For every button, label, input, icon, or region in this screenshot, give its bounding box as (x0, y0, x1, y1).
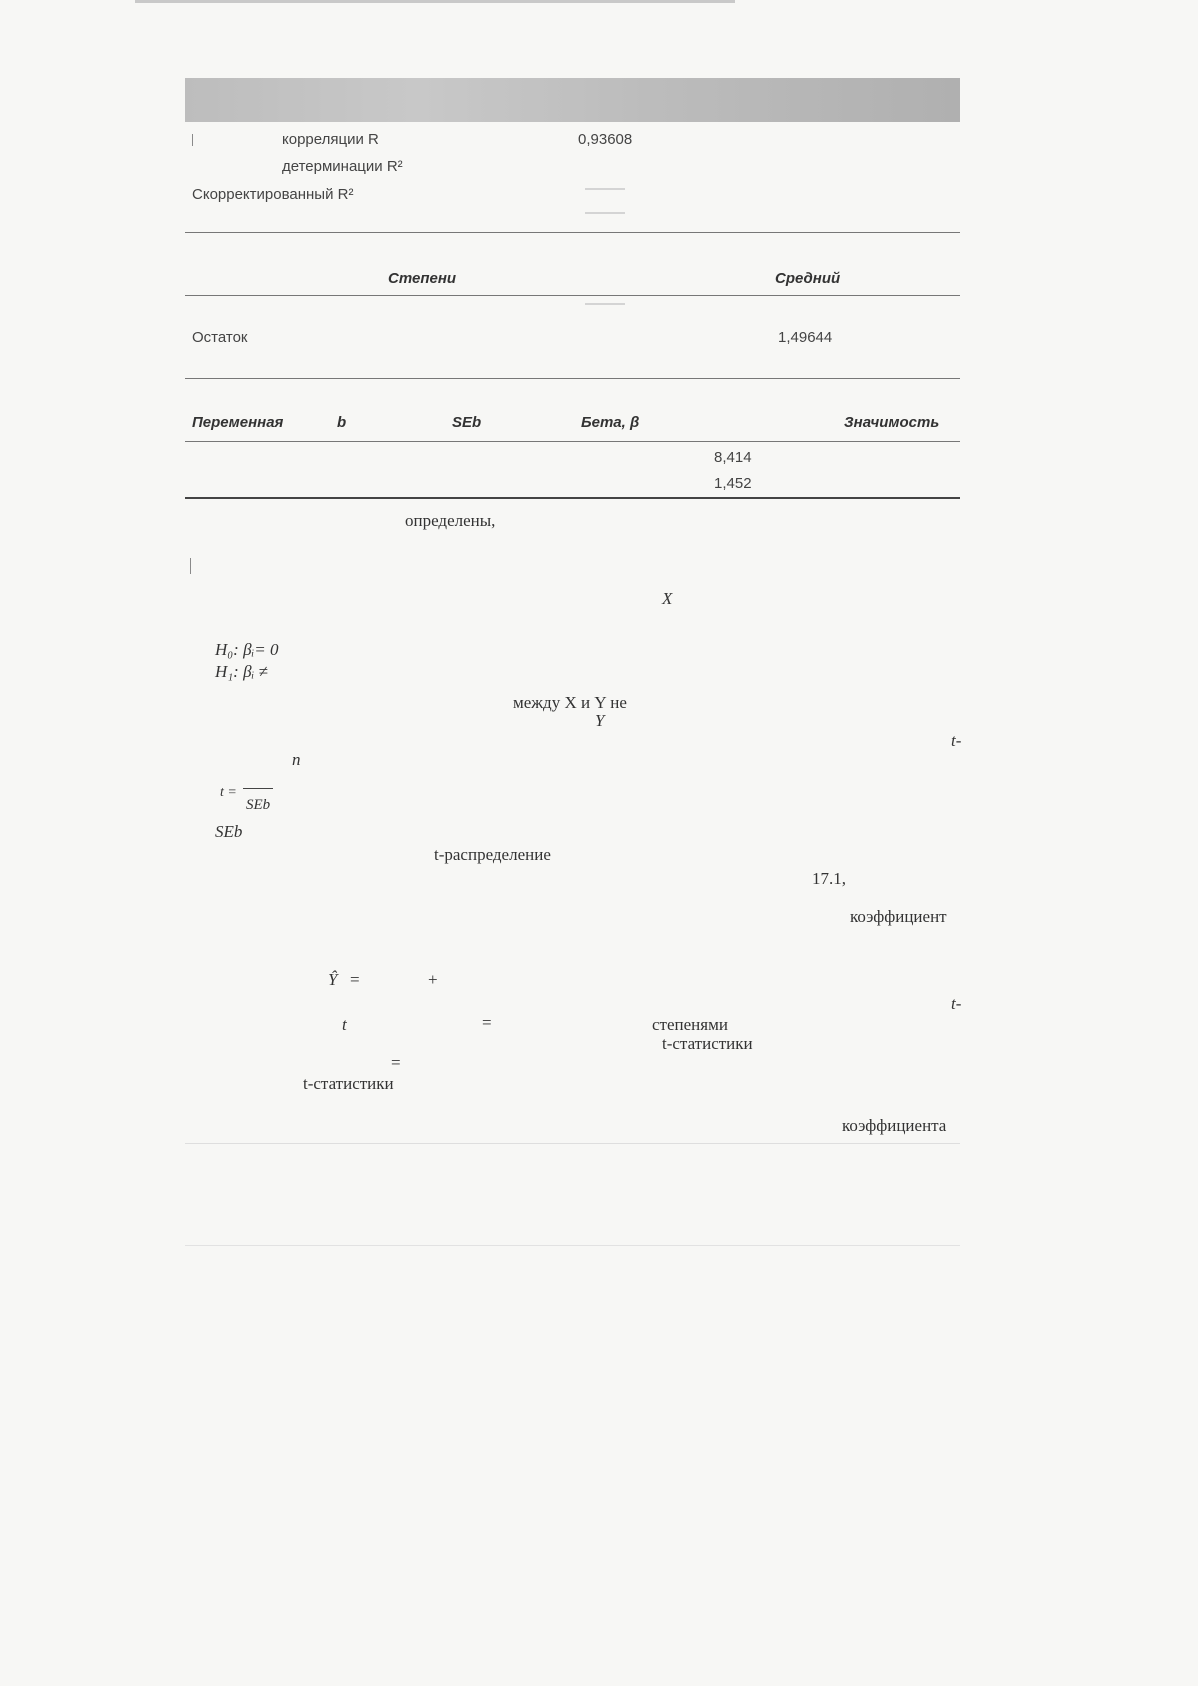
text-coefficient-genitive: коэффициента (842, 1116, 947, 1135)
text-table-ref: 17.1, (812, 869, 846, 888)
anova-bottom-rule (185, 378, 960, 379)
multiple-r-label: корреляции R (282, 131, 379, 148)
text-between: между X и Y не (513, 693, 627, 712)
formula-equals-2: = (482, 1013, 492, 1032)
coef-header-rule (185, 441, 960, 442)
anova-header-ms: Средний (775, 270, 841, 287)
scan-mark (192, 134, 193, 146)
coef-header-se: SEb (452, 414, 482, 431)
hypothesis-null: H₀: βᵢ= 0 (215, 640, 279, 659)
faded-value (585, 303, 625, 305)
coef-bottom-rule (185, 497, 960, 499)
text-t-distribution: t-распределение (434, 845, 551, 864)
text-defined: определены, (405, 511, 496, 530)
text-coefficient: коэффициент (850, 907, 947, 926)
coef-header-variable: Переменная (192, 414, 284, 431)
anova-residual-ms: 1,49644 (778, 329, 833, 346)
text-degrees: степенями (652, 1015, 728, 1034)
coef-t-value-2: 1,452 (714, 475, 752, 492)
var-y: Y (595, 711, 605, 730)
table-rule (185, 232, 960, 233)
formula-equals: = (350, 970, 360, 989)
table-header-bar (185, 78, 960, 122)
coef-t-value-1: 8,414 (714, 449, 752, 466)
hypothesis-alt: H₁: βᵢ ≠ (215, 662, 268, 681)
faded-line (185, 1143, 960, 1144)
formula-t-var: t (342, 1015, 347, 1034)
var-n: n (292, 750, 301, 769)
text-t-statistic-1: t-статистики (662, 1034, 753, 1053)
formula-equals-3: = (391, 1053, 401, 1072)
text-t-dash: t- (951, 731, 962, 750)
formula-se-b: SEb (215, 822, 243, 841)
coef-header-significance: Значимость (844, 414, 940, 431)
anova-residual-label: Остаток (192, 329, 248, 346)
text-t-statistic-2: t-статистики (303, 1074, 394, 1093)
formula-t: t = (220, 785, 237, 800)
coef-header-b: b (337, 414, 347, 431)
text-t-dash-2: t- (951, 994, 962, 1013)
faded-value (585, 188, 625, 190)
faded-value (585, 212, 625, 214)
fraction-bar (243, 788, 273, 789)
anova-header-rule (185, 295, 960, 296)
adjusted-r-squared-label: Скорректированный R² (192, 186, 354, 203)
anova-header-df: Степени (388, 270, 457, 287)
formula-plus: + (428, 970, 438, 989)
faded-line (185, 1245, 960, 1246)
multiple-r-value: 0,93608 (578, 131, 633, 148)
formula-denominator: SEb (246, 797, 271, 813)
scan-mark (190, 558, 191, 574)
var-x: X (662, 589, 673, 608)
r-squared-label: детерминации R² (282, 158, 403, 175)
coef-header-beta: Бета, β (581, 414, 640, 431)
scan-top-edge (135, 0, 735, 3)
formula-y-hat: Ŷ (328, 970, 338, 989)
